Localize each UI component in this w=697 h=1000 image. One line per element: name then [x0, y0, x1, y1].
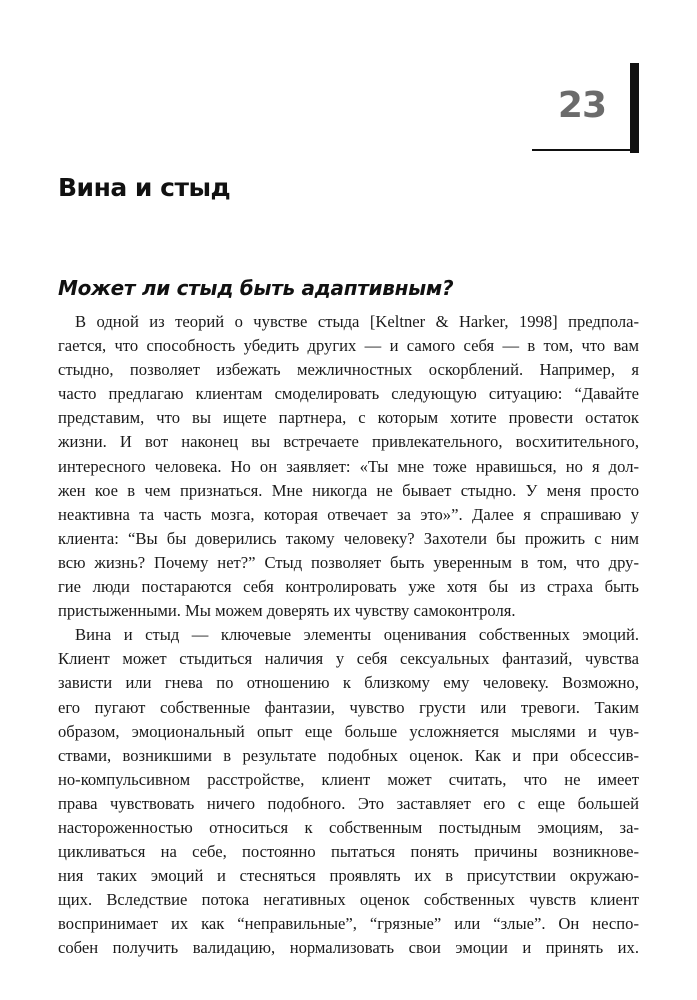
text-line: настороженностью относиться к собственным постыдным эмоциям, за-: [58, 817, 639, 837]
chapter-horizontal-rule: [532, 149, 635, 151]
text-line: всю жизнь? Почему нет?” Стыд позволяет быть уверенным в том, что дру-: [58, 552, 639, 572]
text-line: щих. Вследствие потока негативных оценок собственных чувств клиент: [58, 890, 639, 910]
text-line: воспринимает их как “неправильные”, “грязные” или “злые”. Он неспо-: [58, 914, 639, 934]
paragraph: [58, 623, 639, 960]
chapter-number: 23: [557, 85, 606, 126]
paragraph: [58, 310, 639, 623]
section-title: Может ли стыд быть адаптивным?: [58, 276, 454, 300]
text-line: права чувствовать ничего подобного. Это заставляет его с еще большей: [58, 793, 639, 813]
text-line: собен получить валидацию, нормализовать свои эмоции и принять их.: [58, 938, 639, 958]
text-line: неактивна та часть мозга, которая отвечает за это»”. Далее я спрашиваю у: [58, 504, 639, 524]
chapter-vertical-rule: [630, 63, 639, 153]
text-line: гается, что способность убедить других — и самого себя — в том, что вам: [58, 336, 639, 356]
text-line: его пугают собственные фантазии, чувство грусти или тревоги. Таким: [58, 697, 639, 717]
body-text: [58, 310, 639, 961]
text-line: пристыженными. Мы можем доверять их чувству самоконтроля.: [58, 601, 516, 621]
text-line: представим, что вы ищете партнера, с которым хотите провести остаток: [58, 408, 639, 428]
text-line: цикливаться на себе, постоянно пытаться понять причины возникнове-: [58, 842, 639, 862]
text-line: часто предлагаю клиентам смоделировать следующую ситуацию: “Давайте: [58, 384, 639, 404]
text-line: В одной из теорий о чувстве стыда [Keltner & Harker, 1998] предпола-: [75, 312, 639, 331]
text-line: Вина и стыд — ключевые элементы оценивания собственных эмоций.: [75, 625, 639, 645]
text-line: ствами, возникшими в результате подобных оценок. Как и при обсессив-: [58, 745, 639, 765]
chapter-title: Вина и стыд: [58, 173, 231, 202]
text-line: жен кое в чем признаться. Мне никогда не бывает стыдно. У меня просто: [58, 480, 639, 500]
text-line: Клиент может стыдиться наличия у себя сексуальных фантазий, чувства: [58, 649, 639, 669]
text-line: образом, эмоциональный опыт еще больше усложняется мыслями и чув-: [58, 721, 639, 741]
text-line: стыдно, позволяет избежать межличностных оскорблений. Например, я: [58, 360, 639, 380]
text-line: зависти или гнева по отношению к близкому ему человеку. Возможно,: [58, 673, 639, 693]
text-line: жизни. И вот наконец вы встречаете привлекательного, восхитительного,: [58, 432, 639, 452]
text-line: ния таких эмоций и стесняться проявлять их в присутствии окружаю-: [58, 866, 639, 886]
text-line: гие люди постараются себя контролировать уже хотя бы из страха быть: [58, 577, 639, 597]
text-line: интересного человека. Но он заявляет: «Ты мне тоже нравишься, но я дол-: [58, 456, 639, 476]
text-line: но-компульсивном расстройстве, клиент может считать, что не имеет: [58, 769, 639, 789]
text-line: клиента: “Вы бы доверились такому человеку? Захотели бы прожить с ним: [58, 528, 639, 548]
